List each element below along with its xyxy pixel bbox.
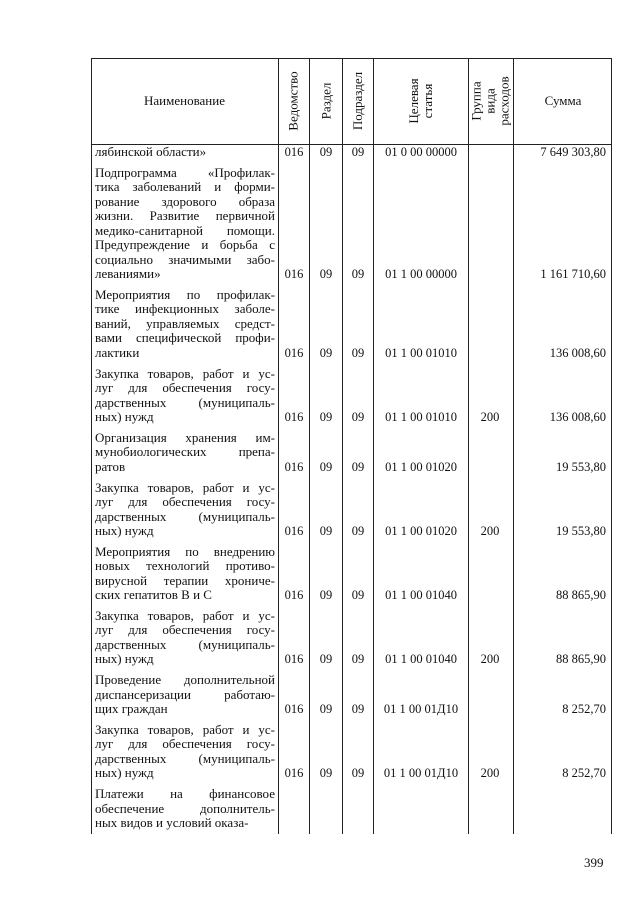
cell-summa: 19 553,80 [556, 524, 606, 538]
row-name-line: Организация хранения им- [95, 429, 275, 445]
cell-vedomstvo: 016 [284, 410, 304, 425]
cell-gruppa-vida: 200 [480, 766, 500, 781]
cell-vedomstvo: 016 [284, 766, 304, 781]
row-name-line: лябинской области» [95, 144, 207, 159]
row-name-line: ных) нужд [95, 523, 154, 538]
row-name-line: ваний, управляемых средст- [95, 315, 275, 331]
header-podrazdel: Подраздел [350, 71, 366, 131]
row-name-line: обеспечение дополнитель- [95, 800, 275, 816]
row-name-line: рование здорового образа [95, 193, 275, 209]
row-name-line: жизни. Развитие первичной [95, 208, 275, 224]
cell-vedomstvo: 016 [284, 459, 304, 474]
row-name-line: леваниями» [95, 266, 161, 282]
row-name-line: дарственных (муниципаль- [95, 394, 275, 410]
row-name-line: Платежи на финансовое [95, 786, 275, 801]
row-name-line: ных видов и условий оказа- [95, 815, 249, 830]
row-name [95, 367, 275, 425]
row-name-line: Подпрограмма «Профилак- [95, 164, 275, 180]
cell-summa: 8 252,70 [562, 702, 606, 717]
cell-celevaya-statya: 01 1 00 01010 [385, 410, 457, 425]
col-border [309, 58, 310, 834]
cell-celevaya-statya: 01 1 00 01Д10 [383, 766, 459, 781]
row-name-line: медико-санитарной помощи. [95, 222, 275, 238]
header-summa: Сумма [544, 93, 582, 108]
row-name-line: дарственных (муниципаль- [95, 750, 275, 766]
cell-vedomstvo: 016 [284, 652, 304, 667]
cell-vedomstvo: 016 [284, 145, 304, 159]
row-name-line: социально значимыми забо- [95, 251, 275, 267]
row-name-line: дарственных (муниципаль- [95, 508, 275, 524]
row-name-line: вирусной терапии хрониче- [95, 572, 275, 588]
row-name [95, 481, 275, 539]
row-name-line: лактики [95, 344, 140, 360]
cell-celevaya-statya: 01 0 00 00000 [385, 145, 457, 159]
cell-podrazdel: 09 [351, 766, 365, 781]
row-name-line: Мероприятия по профилак- [95, 286, 275, 302]
cell-podrazdel: 09 [351, 145, 365, 159]
cell-gruppa-vida: 200 [480, 524, 500, 538]
row-name-line: ных) нужд [95, 765, 154, 781]
col-border [278, 58, 279, 834]
row-name [95, 145, 275, 160]
cell-podrazdel: 09 [351, 652, 365, 667]
row-name-line: луг для обеспечения госу- [95, 736, 275, 752]
row-name-line: ских гепатитов В и С [95, 587, 212, 603]
header-celevaya-statya: Целевая статья [406, 78, 435, 124]
row-name-line: вами специфической профи- [95, 330, 275, 346]
cell-celevaya-statya: 01 1 00 01010 [385, 345, 457, 360]
cell-vedomstvo: 016 [284, 267, 304, 282]
row-name-line: тика заболеваний и форми- [95, 179, 275, 195]
row-name-line: Закупка товаров, работ и ус- [95, 721, 275, 737]
cell-podrazdel: 09 [351, 459, 365, 474]
row-name-line: новых технологий противо- [95, 558, 275, 574]
cell-celevaya-statya: 01 1 00 01020 [385, 524, 457, 538]
row-name-line: луг для обеспечения госу- [95, 380, 275, 396]
row-name-line: щих граждан [95, 701, 168, 717]
col-border [91, 58, 92, 834]
col-border [342, 58, 343, 834]
cell-gruppa-vida: 200 [480, 652, 500, 667]
row-name [95, 609, 275, 667]
cell-podrazdel: 09 [351, 702, 365, 717]
col-border [468, 58, 469, 834]
row-name [95, 787, 275, 831]
row-name-line: тике инфекционных заболе- [95, 301, 275, 317]
row-name-line: дарственных (муниципаль- [95, 636, 275, 652]
cell-summa: 88 865,90 [556, 652, 606, 667]
cell-celevaya-statya: 01 1 00 01Д10 [383, 702, 459, 717]
cell-summa: 136 008,60 [549, 345, 606, 360]
row-name-line: диспансеризации работаю- [95, 686, 275, 702]
row-name [95, 545, 275, 603]
header-name: Наименование [144, 93, 225, 108]
row-name-line: мунобиологических препа- [95, 444, 275, 460]
cell-celevaya-statya: 01 1 00 00000 [385, 267, 457, 282]
row-name [95, 723, 275, 781]
cell-razdel: 09 [319, 702, 333, 717]
cell-razdel: 09 [319, 652, 333, 667]
cell-podrazdel: 09 [351, 410, 365, 425]
cell-podrazdel: 09 [351, 267, 365, 282]
col-border [513, 58, 514, 834]
row-name-line: Закупка товаров, работ и ус- [95, 479, 275, 495]
cell-razdel: 09 [319, 766, 333, 781]
cell-summa: 8 252,70 [562, 766, 606, 781]
cell-razdel: 09 [319, 459, 333, 474]
row-name-line: Мероприятия по внедрению [95, 543, 275, 559]
page-number: 399 [584, 855, 604, 870]
cell-podrazdel: 09 [351, 524, 365, 538]
cell-gruppa-vida: 200 [480, 410, 500, 425]
row-name [95, 288, 275, 361]
cell-vedomstvo: 016 [284, 702, 304, 717]
cell-razdel: 09 [319, 345, 333, 360]
cell-summa: 1 161 710,60 [540, 267, 606, 282]
cell-summa: 7 649 303,80 [540, 145, 606, 159]
row-name [95, 673, 275, 717]
cell-vedomstvo: 016 [284, 345, 304, 360]
row-name-line: луг для обеспечения госу- [95, 494, 275, 509]
cell-razdel: 09 [319, 145, 333, 159]
cell-vedomstvo: 016 [284, 588, 304, 603]
row-name-line: ратов [95, 458, 126, 474]
cell-podrazdel: 09 [351, 588, 365, 603]
header-razdel: Раздел [318, 82, 333, 120]
row-name-line: ных) нужд [95, 651, 154, 667]
cell-summa: 136 008,60 [549, 410, 606, 425]
header-vedomstvo: Ведомство [286, 71, 301, 131]
row-name-line: Закупка товаров, работ и ус- [95, 607, 275, 623]
cell-summa: 19 553,80 [556, 459, 606, 474]
cell-razdel: 09 [319, 524, 333, 538]
row-name-line: луг для обеспечения госу- [95, 622, 275, 638]
cell-celevaya-statya: 01 1 00 01040 [385, 588, 457, 603]
cell-podrazdel: 09 [351, 345, 365, 360]
row-name-line: Предупреждение и борьба с [95, 237, 275, 253]
row-name-line: Проведение дополнительной [95, 672, 275, 688]
row-name [95, 166, 275, 282]
cell-celevaya-statya: 01 1 00 01040 [385, 652, 457, 667]
cell-razdel: 09 [319, 410, 333, 425]
cell-vedomstvo: 016 [284, 524, 304, 538]
header-gruppa-vida-rashodov: Группа вида расходов [469, 76, 512, 126]
cell-summa: 88 865,90 [556, 588, 606, 603]
cell-razdel: 09 [319, 588, 333, 603]
row-name [95, 431, 275, 475]
cell-celevaya-statya: 01 1 00 01020 [385, 459, 457, 474]
col-border [373, 58, 374, 834]
row-name-line: ных) нужд [95, 409, 154, 425]
cell-razdel: 09 [319, 267, 333, 282]
col-border [611, 58, 612, 834]
row-name-line: Закупка товаров, работ и ус- [95, 365, 275, 381]
